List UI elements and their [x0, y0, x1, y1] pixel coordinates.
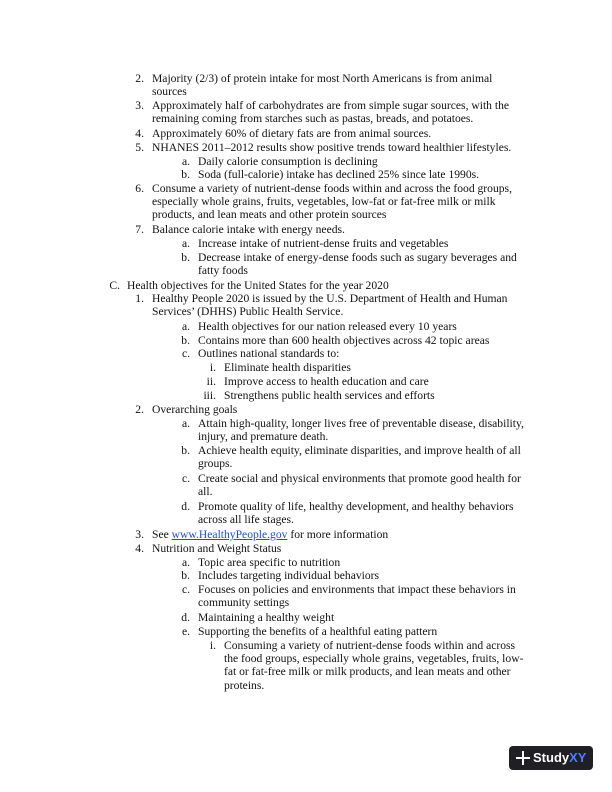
logo-wordmark — [533, 746, 586, 770]
list-item-text: Attain high-quality, longer lives free of preventable disease, disability, — [198, 417, 524, 430]
list-item-text: proteins. — [224, 678, 265, 692]
list-item-text: Improve access to health education and care — [224, 375, 429, 388]
list-item-text: Healthy People 2020 is issued by the U.S. Department of Health and Human — [152, 292, 508, 305]
list-marker: a. — [181, 417, 190, 430]
list-item-text: Health objectives for our nation released every 10 years — [198, 320, 457, 333]
list-item-text: Consuming a variety of nutrient-dense foods within and across — [224, 639, 516, 652]
list-marker: i. — [209, 361, 216, 374]
list-item-text: remaining coming from starches such as pastas, breads, and potatoes. — [152, 112, 474, 126]
list-item-text: Approximately half of carbohydrates are from simple sugar sources, with the — [152, 99, 510, 112]
logo-word-main: Study — [533, 750, 570, 765]
list-marker: b. — [181, 444, 190, 457]
list-marker: b. — [181, 569, 190, 582]
plus-icon — [515, 746, 531, 770]
list-item-text: sources — [152, 85, 187, 99]
list-item-text: across all life stages. — [198, 513, 294, 527]
list-marker: c. — [181, 472, 190, 485]
list-item-text: Daily calorie consumption is declining — [198, 155, 378, 168]
list-marker: a. — [181, 155, 190, 168]
list-item-text: Increase intake of nutrient-dense fruits and vegetables — [198, 237, 449, 250]
list-item-text: NHANES 2011–2012 results show positive trends toward healthier lifestyles. — [152, 141, 512, 154]
list-marker: d. — [181, 611, 190, 624]
list-item-text: Topic area specific to nutrition — [198, 556, 341, 569]
list-marker: 3. — [135, 99, 144, 112]
list-marker: b. — [181, 251, 190, 264]
see-suffix: for more information — [287, 528, 389, 541]
list-marker: 4. — [135, 542, 144, 555]
list-item-text: Consume a variety of nutrient-dense foods within and across the food groups, — [152, 182, 512, 195]
list-marker: a. — [181, 237, 190, 250]
list-item-text: community settings — [198, 596, 290, 610]
list-item-text: fatty foods — [198, 264, 248, 278]
list-marker: c. — [181, 347, 190, 360]
list-item-text: the food groups, especially whole grains, vegetables, fruits, low- — [224, 652, 524, 666]
list-item-text: Focuses on policies and environments that impact these behaviors in — [198, 583, 516, 596]
list-item-text: Create social and physical environments that promote good health for — [198, 472, 521, 485]
list-item-text: Outlines national standards to: — [198, 347, 340, 360]
list-item-text: Majority (2/3) of protein intake for most North Americans is from animal — [152, 72, 493, 85]
list-item-text: Balance calorie intake with energy needs. — [152, 223, 345, 236]
list-marker: i. — [209, 639, 216, 652]
list-marker: 3. — [135, 528, 144, 541]
list-marker: a. — [181, 556, 190, 569]
list-item-text: Includes targeting individual behaviors — [198, 569, 380, 582]
see-prefix: See — [152, 528, 172, 541]
list-marker: 2. — [135, 72, 144, 85]
list-item-text: products, and lean meats and other protein sources — [152, 208, 387, 222]
list-item-text: Services’ (DHHS) Public Health Service. — [152, 305, 344, 319]
list-marker: c. — [181, 583, 190, 596]
list-marker: a. — [181, 320, 190, 333]
list-item-text: Achieve health equity, eliminate disparities, and improve health of all — [198, 444, 521, 457]
list-item-text: Approximately 60% of dietary fats are from animal sources. — [152, 127, 432, 140]
list-item-text: fat or fat-free milk or milk products, and lean meats and other — [224, 665, 511, 679]
list-item-text: Strengthens public health services and efforts — [224, 389, 435, 402]
list-item-text: Eliminate health disparities — [224, 361, 351, 374]
list-item-text: Overarching goals — [152, 403, 238, 416]
list-marker: 6. — [135, 182, 144, 195]
list-marker: iii. — [203, 389, 216, 402]
list-item-text: especially whole grains, fruits, vegetables, low-fat or fat-free milk or milk — [152, 195, 496, 209]
list-marker: 2. — [135, 403, 144, 416]
list-marker: 4. — [135, 127, 144, 140]
list-marker: b. — [181, 168, 190, 181]
list-item-text: injury, and premature death. — [198, 430, 329, 444]
section-marker: C. — [109, 279, 120, 292]
list-marker: b. — [181, 334, 190, 347]
list-item-text: groups. — [198, 457, 233, 471]
list-item-text: Decrease intake of energy-dense foods such as sugary beverages and — [198, 251, 517, 264]
list-marker: d. — [181, 500, 190, 513]
list-item-text: Soda (full-calorie) intake has declined 25% since late 1990s. — [198, 168, 480, 181]
list-item-text: all. — [198, 485, 213, 499]
logo-word-accent: XY — [569, 750, 587, 765]
list-marker: e. — [181, 625, 190, 638]
list-item-text: Supporting the benefits of a healthful eating pattern — [198, 625, 438, 638]
list-marker: 1. — [135, 292, 144, 305]
list-item-text: Maintaining a healthy weight — [198, 611, 335, 624]
list-item-text: Nutrition and Weight Status — [152, 542, 282, 555]
list-marker: ii. — [206, 375, 216, 388]
healthypeople-link[interactable]: www.HealthyPeople.gov — [171, 528, 288, 541]
list-item-text: Promote quality of life, healthy development, and healthy behaviors — [198, 500, 514, 513]
list-item-text: Contains more than 600 health objectives across 42 topic areas — [198, 334, 490, 347]
studyxy-logo — [509, 746, 593, 770]
list-item-text — [152, 528, 388, 541]
list-marker: 7. — [135, 223, 144, 236]
section-title: Health objectives for the United States for the year 2020 — [127, 279, 389, 292]
list-marker: 5. — [135, 141, 144, 154]
